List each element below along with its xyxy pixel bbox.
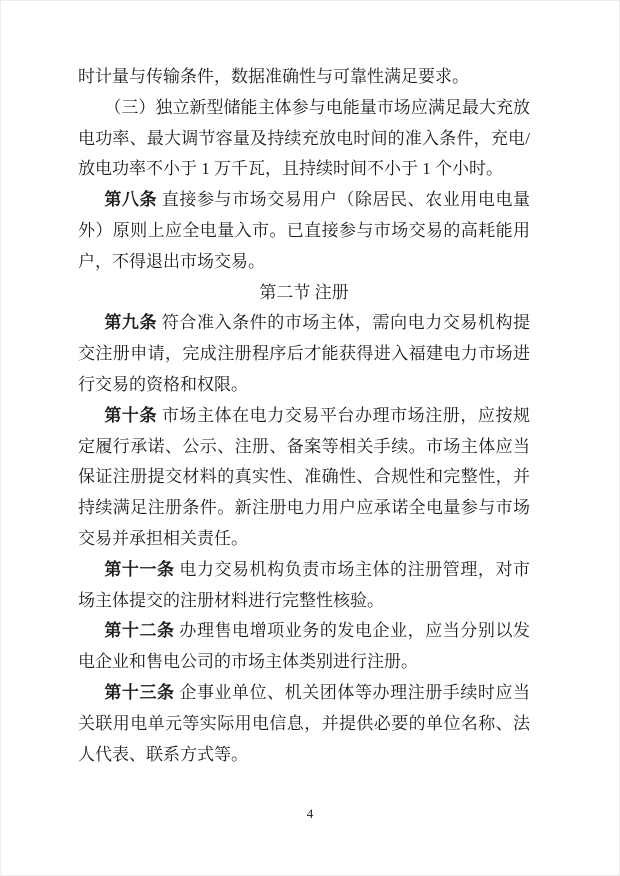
- article-number: 第十三条: [104, 682, 175, 702]
- paragraph: （三）独立新型储能主体参与电能量市场应满足最大充放电功率、最大调节容量及持续充放电时间的准入条件，充电/放电功率不小于 1 万千瓦，且持续时间不小于 1 个小时。: [78, 97, 530, 179]
- article-paragraph: 第十一条 电力交易机构负责市场主体的注册管理，对市场主体提交的注册材料进行完整性核验。: [78, 559, 530, 610]
- article-paragraph: 第十二条 办理售电增项业务的发电企业，应当分别以发电企业和售电公司的市场主体类别进行注册。: [78, 621, 530, 672]
- page-number: 4: [306, 806, 314, 821]
- article-paragraph: 第八条 直接参与市场交易用户（除居民、农业用电电量外）原则上应全电量入市。已直接参与市场交易的高耗能用户，不得退出市场交易。: [78, 190, 531, 271]
- article-paragraph: 第九条 符合准入条件的市场主体，需向电力交易机构提交注册申请，完成注册程序后才能获得进入福建电力市场进行交易的资格和权限。: [78, 313, 531, 394]
- article-number: 第九条: [104, 313, 158, 333]
- article-number: 第十一条: [104, 559, 175, 579]
- article-number: 第十二条: [104, 621, 175, 641]
- article-paragraph: 第十三条 企事业单位、机关团体等办理注册手续时应当关联用电单元等实际用电信息，并提供必要的单位名称、法人代表、联系方式等。: [78, 682, 530, 764]
- continuation-paragraph: 时计量与传输条件，数据准确性与可靠性满足要求。: [78, 67, 469, 86]
- article-number: 第十条: [104, 405, 158, 425]
- section-heading: 第二节 注册: [259, 282, 349, 302]
- article-paragraph: 第十条 市场主体在电力交易平台办理市场注册，应按规定履行承诺、公示、注册、备案等相关手续。市场主体应当保证注册提交材料的真实性、准确性、合规性和完整性，并持续满足注册条件。新注册电力用户应承诺全电量参与市场交易并承担相关责任。: [78, 405, 531, 548]
- document-content: [78, 62, 530, 770]
- article-number: 第八条: [104, 190, 158, 210]
